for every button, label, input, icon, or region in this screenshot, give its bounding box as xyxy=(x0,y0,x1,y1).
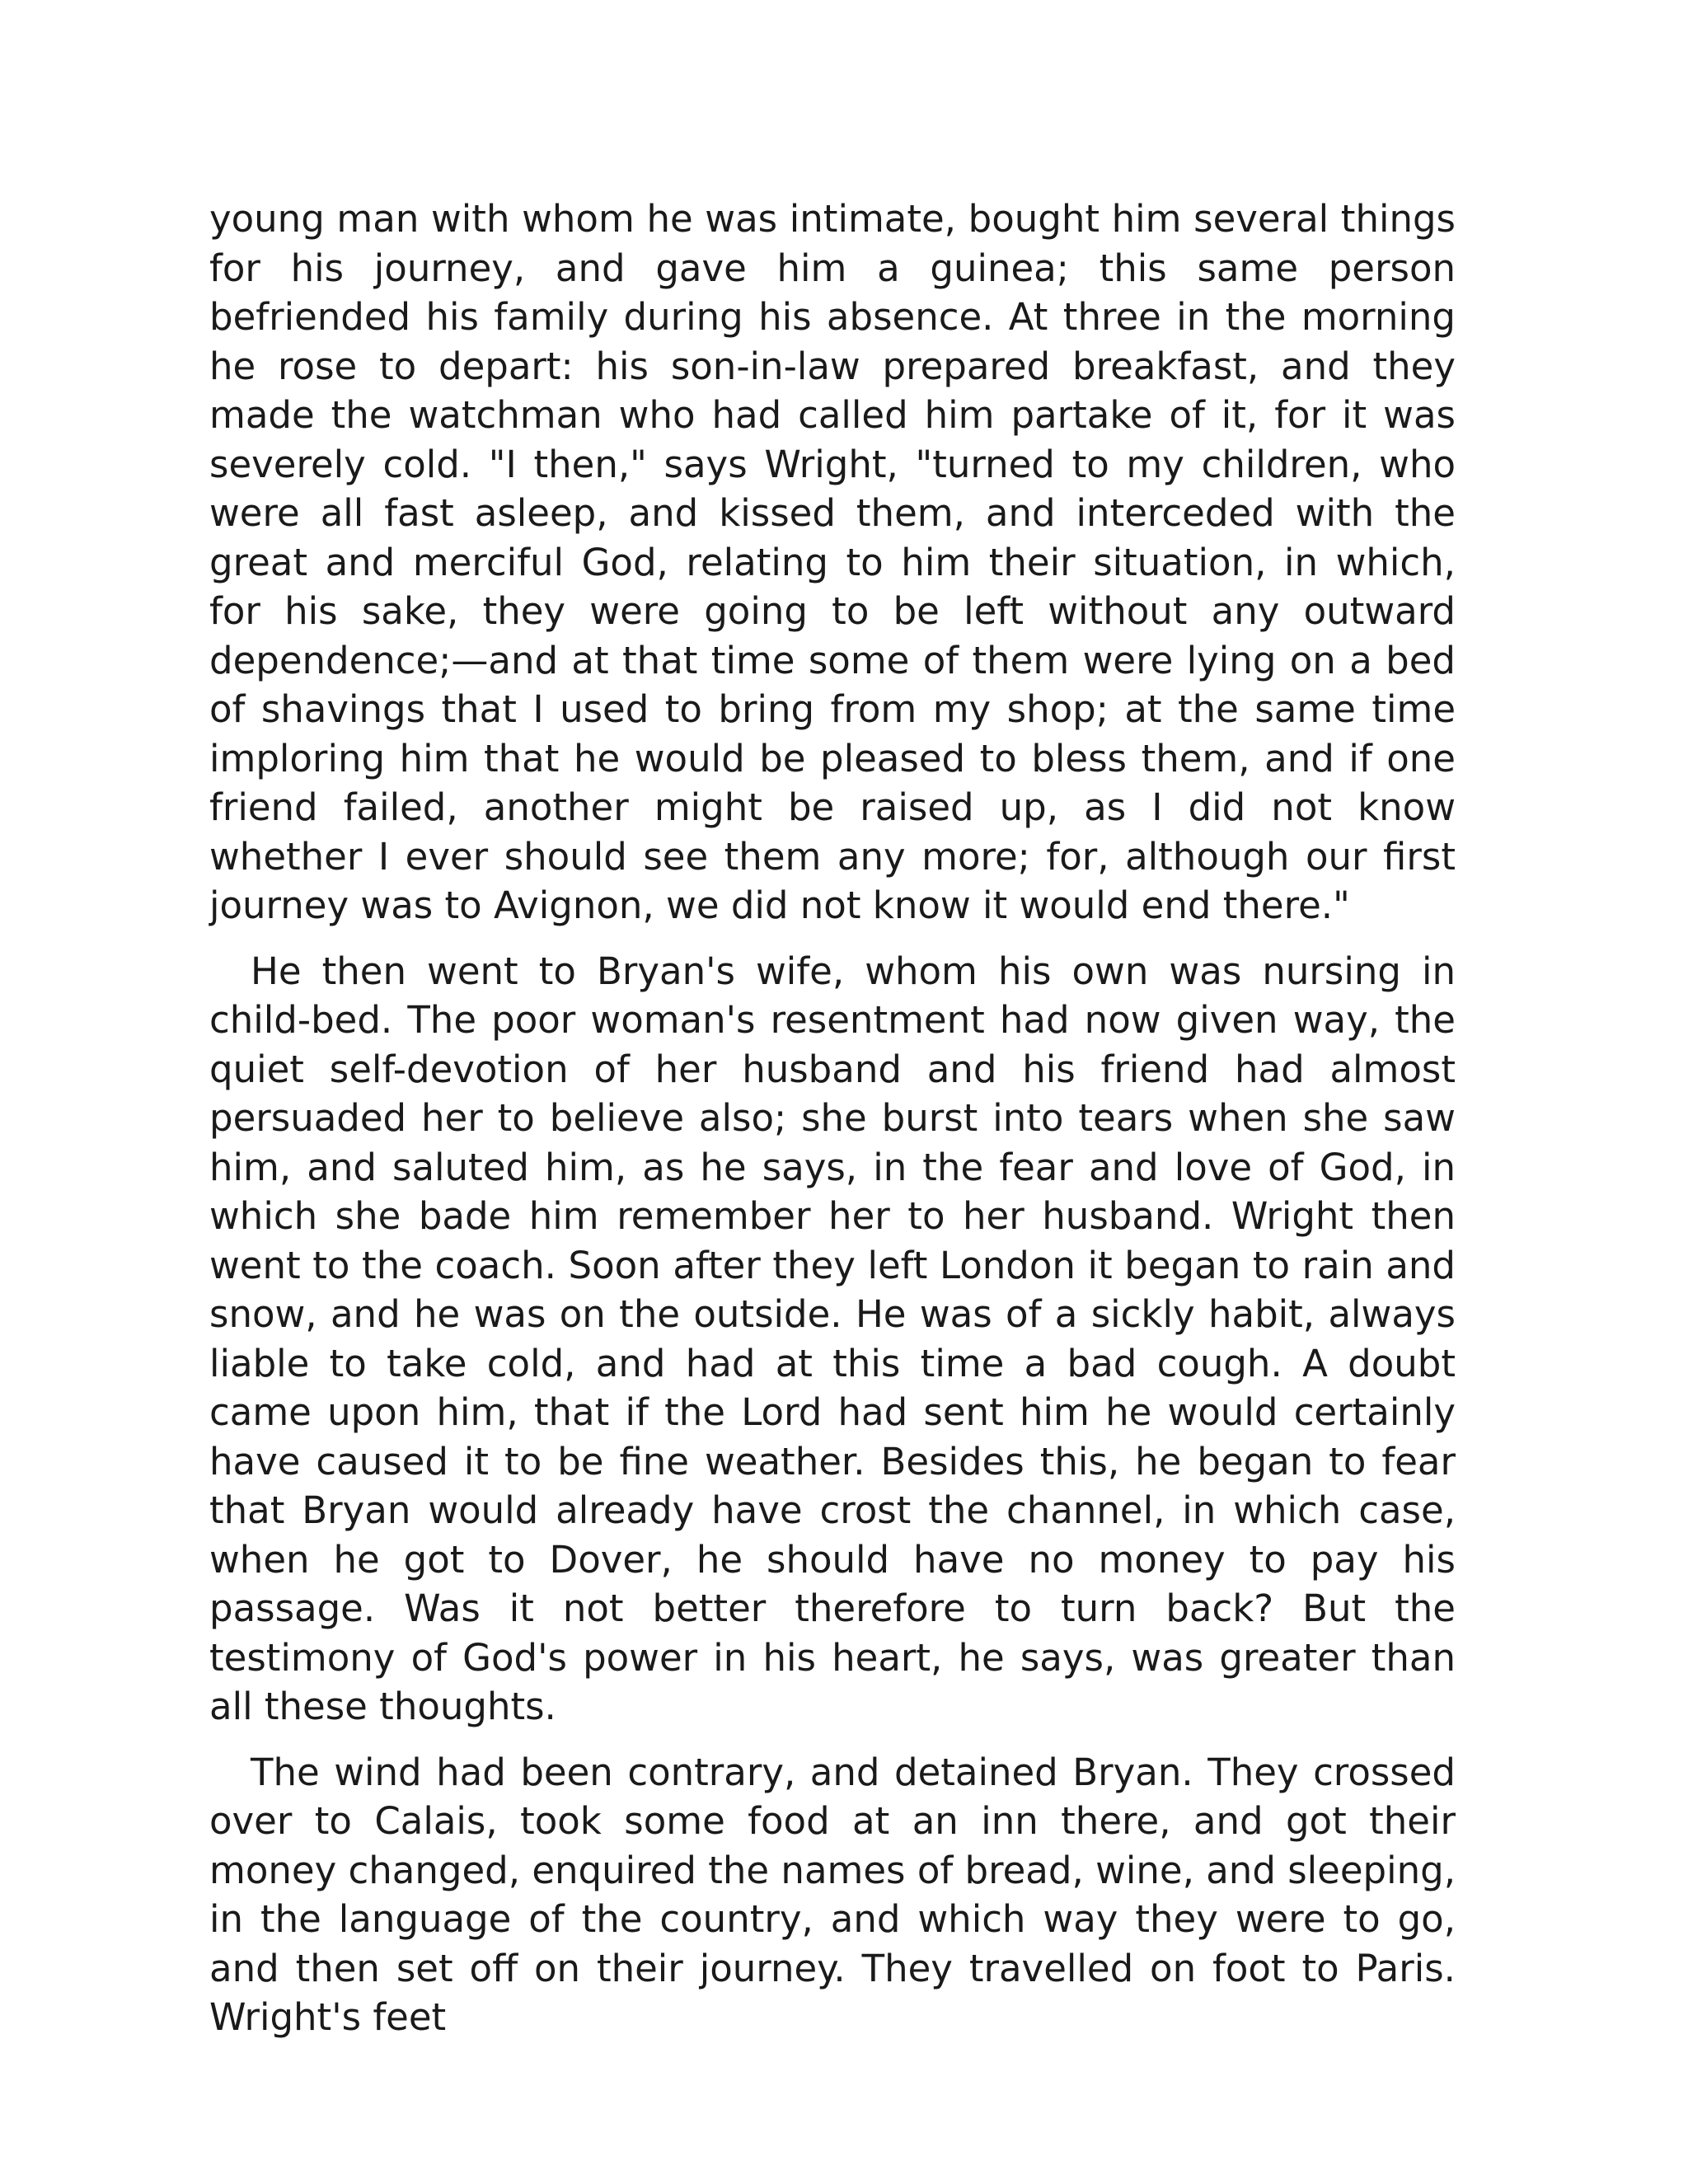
paragraph-3: The wind had been contrary, and detained Bryan. They crossed over to Calais, took some food at an inn there, and got their money changed, enquired the names of bread, wine, and sleeping, in the language of the country, and which way they were to go, and then set off on their journey. They travelled on foot to Paris. Wright's feet xyxy=(209,1750,1456,2039)
paragraph-1: young man with whom he was intimate, bought him several things for his journey, and gave him a guinea; this same person befriended his family during his absence. At three in the morning he rose to depart: his son-in-law prepared breakfast, and they made the watchman who had called him partake of it, for it was severely cold. "I then," says Wright, "turned to my children, who were all fast asleep, and kissed them, and interceded with the great and merciful God, relating to him their situation, in which, for his sake, they were going to be left without any outward dependence;—and at that time some of them were lying on a bed of shavings that I used to bring from my shop; at the same time imploring him that he would be pleased to bless them, and if one friend failed, another might be raised up, as I did not know whether I ever should see them any more; for, although our first journey was to Avignon, we did not know it would end there." xyxy=(209,197,1456,927)
body-text xyxy=(209,194,1456,2059)
paragraph-2: He then went to Bryan's wife, whom his own was nursing in child-bed. The poor woman's resentment had now given way, the quiet self-devotion of her husband and his friend had almost persuaded her to believe also; she burst into tears when she saw him, and saluted him, as he says, in the fear and love of God, in which she bade him remember her to her husband. Wright then went to the coach. Soon after they left London it began to rain and snow, and he was on the outside. He was of a sickly habit, always liable to take cold, and had at this time a bad cough. A doubt came upon him, that if the Lord had sent him he would certainly have caused it to be fine weather. Besides this, he began to fear that Bryan would already have crost the channel, in which case, when he got to Dover, he should have no money to pay his passage. Was it not better therefore to turn back? But the testimony of God's power in his heart, he says, was greater than all these thoughts. xyxy=(209,949,1456,1728)
